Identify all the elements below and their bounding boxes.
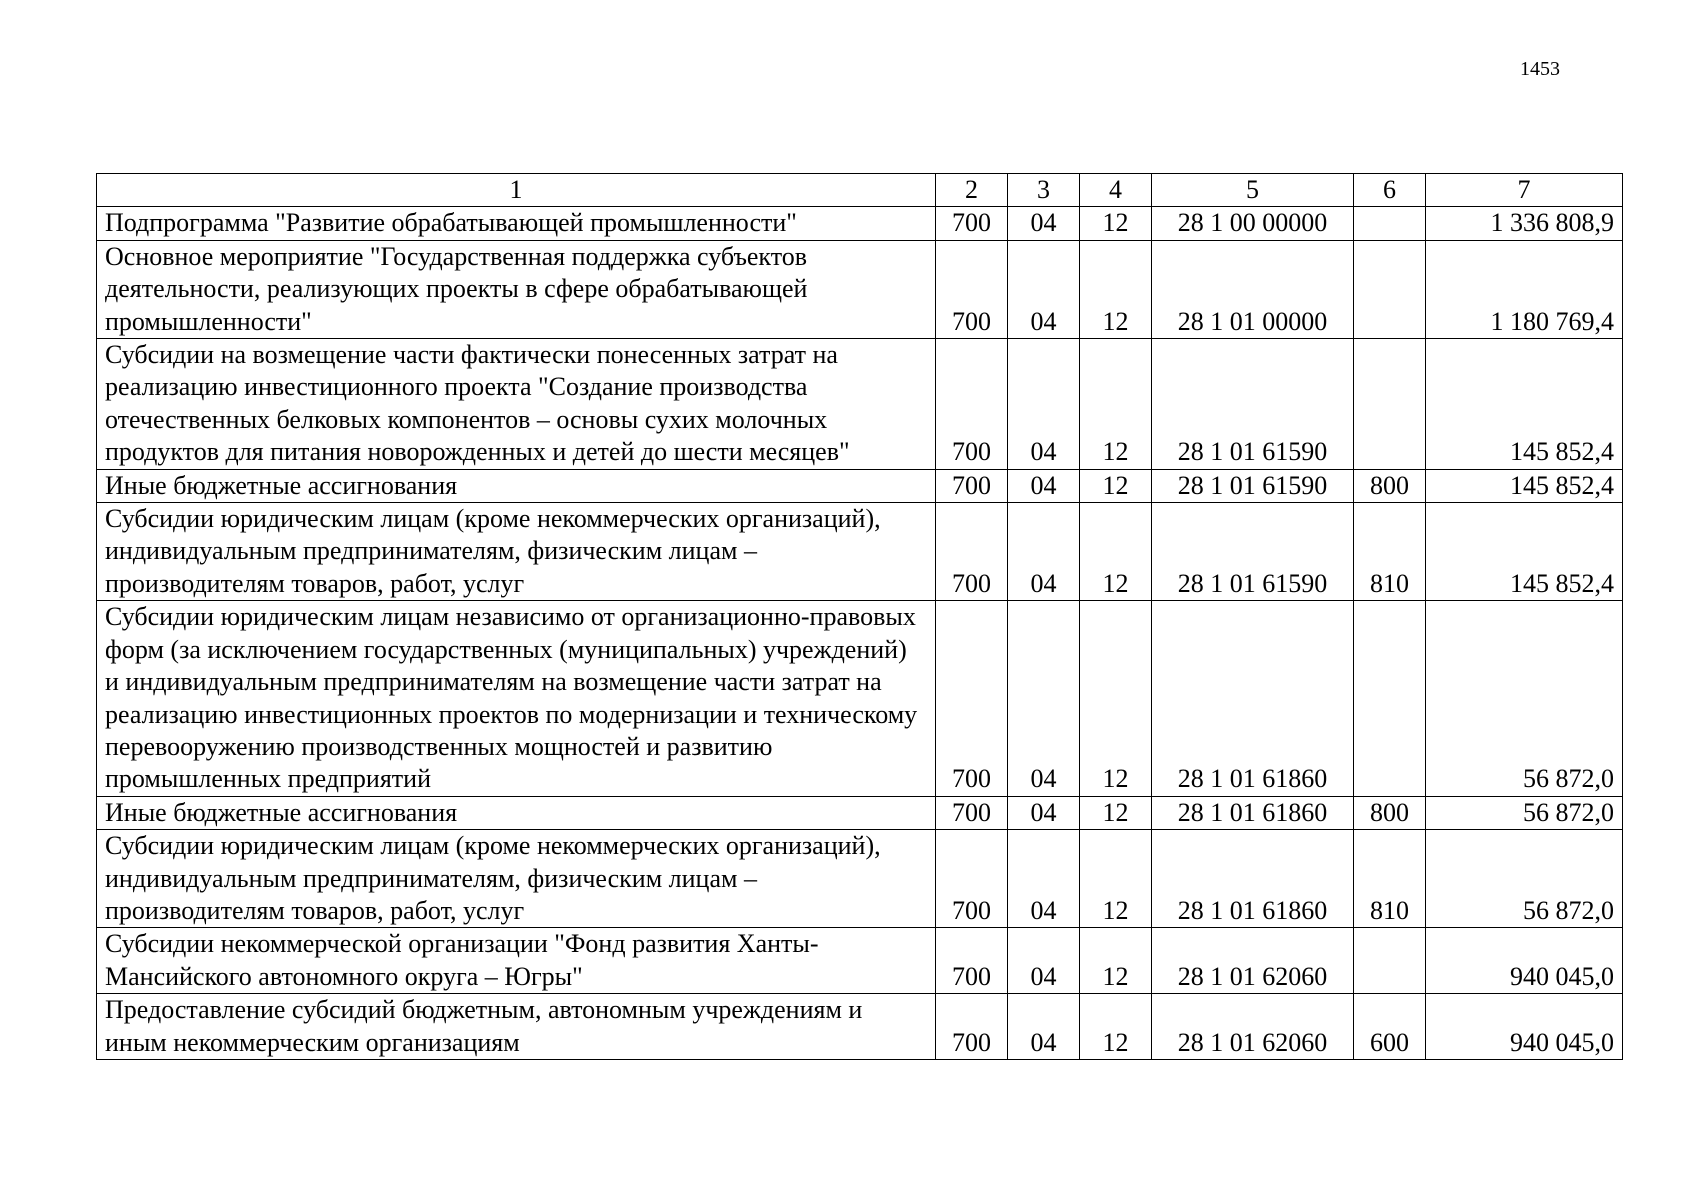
row-vr xyxy=(1354,928,1426,994)
header-col-4: 4 xyxy=(1080,174,1152,207)
row-name: Субсидии на возмещение части фактически понесенных затрат на реализацию инвестиционного проекта "Создание производства отечественных белковых компонентов – основы сухих молочных продуктов для питания новорожденных и детей до шести месяцев" xyxy=(97,339,936,470)
row-grbs: 700 xyxy=(936,994,1008,1060)
row-rz: 04 xyxy=(1008,994,1080,1060)
row-csr: 28 1 01 61860 xyxy=(1152,601,1354,796)
row-rz: 04 xyxy=(1008,339,1080,470)
header-col-6: 6 xyxy=(1354,174,1426,207)
table-row xyxy=(97,503,1623,601)
row-vr: 810 xyxy=(1354,830,1426,928)
row-grbs: 700 xyxy=(936,796,1008,829)
table-row xyxy=(97,601,1623,796)
row-name: Субсидии юридическим лицам (кроме некоммерческих организаций), индивидуальным предпринимателям, физическим лицам – производителям товаров, работ, услуг xyxy=(97,503,936,601)
header-col-3: 3 xyxy=(1008,174,1080,207)
table-row xyxy=(97,994,1623,1060)
header-col-1: 1 xyxy=(97,174,936,207)
row-rz: 04 xyxy=(1008,207,1080,240)
row-sum: 56 872,0 xyxy=(1426,796,1623,829)
row-name: Иные бюджетные ассигнования xyxy=(97,469,936,502)
header-col-5: 5 xyxy=(1152,174,1354,207)
row-csr: 28 1 01 62060 xyxy=(1152,928,1354,994)
row-sum: 940 045,0 xyxy=(1426,994,1623,1060)
row-grbs: 700 xyxy=(936,830,1008,928)
row-rz: 04 xyxy=(1008,503,1080,601)
row-name: Субсидии юридическим лицам (кроме некоммерческих организаций), индивидуальным предпринимателям, физическим лицам – производителям товаров, работ, услуг xyxy=(97,830,936,928)
row-name: Иные бюджетные ассигнования xyxy=(97,796,936,829)
table-row xyxy=(97,830,1623,928)
budget-table xyxy=(96,173,1623,1060)
row-name: Субсидии некоммерческой организации "Фонд развития Ханты-Мансийского автономного округа – Югры" xyxy=(97,928,936,994)
row-sum: 145 852,4 xyxy=(1426,469,1623,502)
header-col-7: 7 xyxy=(1426,174,1623,207)
row-sum: 145 852,4 xyxy=(1426,339,1623,470)
row-csr: 28 1 01 61590 xyxy=(1152,339,1354,470)
row-vr xyxy=(1354,240,1426,338)
row-csr: 28 1 01 00000 xyxy=(1152,240,1354,338)
row-sum: 56 872,0 xyxy=(1426,830,1623,928)
row-grbs: 700 xyxy=(936,503,1008,601)
row-csr: 28 1 01 61860 xyxy=(1152,796,1354,829)
row-rz: 04 xyxy=(1008,796,1080,829)
row-pr: 12 xyxy=(1080,994,1152,1060)
row-pr: 12 xyxy=(1080,207,1152,240)
row-vr xyxy=(1354,339,1426,470)
row-grbs: 700 xyxy=(936,928,1008,994)
row-vr xyxy=(1354,207,1426,240)
row-rz: 04 xyxy=(1008,240,1080,338)
row-pr: 12 xyxy=(1080,928,1152,994)
header-row xyxy=(97,174,1623,207)
table-row xyxy=(97,796,1623,829)
row-grbs: 700 xyxy=(936,469,1008,502)
row-grbs: 700 xyxy=(936,339,1008,470)
row-vr: 800 xyxy=(1354,796,1426,829)
row-sum: 56 872,0 xyxy=(1426,601,1623,796)
row-pr: 12 xyxy=(1080,469,1152,502)
row-name: Основное мероприятие "Государственная поддержка субъектов деятельности, реализующих проекты в сфере обрабатывающей промышленности" xyxy=(97,240,936,338)
row-sum: 145 852,4 xyxy=(1426,503,1623,601)
row-name: Субсидии юридическим лицам независимо от организационно-правовых форм (за исключением государственных (муниципальных) учреждений) и индивидуальным предпринимателям на возмещение части затрат на реализацию инвестиционных проектов по модернизации и техническому перевооружению производственных мощностей и развитию промышленных предприятий xyxy=(97,601,936,796)
table-row xyxy=(97,469,1623,502)
row-rz: 04 xyxy=(1008,830,1080,928)
table-row xyxy=(97,207,1623,240)
row-vr: 600 xyxy=(1354,994,1426,1060)
row-csr: 28 1 01 61860 xyxy=(1152,830,1354,928)
row-rz: 04 xyxy=(1008,469,1080,502)
row-csr: 28 1 01 61590 xyxy=(1152,469,1354,502)
row-name: Предоставление субсидий бюджетным, автономным учреждениям и иным некоммерческим организациям xyxy=(97,994,936,1060)
row-csr: 28 1 01 61590 xyxy=(1152,503,1354,601)
row-rz: 04 xyxy=(1008,928,1080,994)
row-pr: 12 xyxy=(1080,339,1152,470)
row-pr: 12 xyxy=(1080,601,1152,796)
row-rz: 04 xyxy=(1008,601,1080,796)
row-vr: 810 xyxy=(1354,503,1426,601)
row-pr: 12 xyxy=(1080,503,1152,601)
table-row xyxy=(97,240,1623,338)
header-col-2: 2 xyxy=(936,174,1008,207)
row-grbs: 700 xyxy=(936,601,1008,796)
row-vr xyxy=(1354,601,1426,796)
row-sum: 1 336 808,9 xyxy=(1426,207,1623,240)
row-grbs: 700 xyxy=(936,240,1008,338)
table-row xyxy=(97,339,1623,470)
row-sum: 1 180 769,4 xyxy=(1426,240,1623,338)
row-pr: 12 xyxy=(1080,796,1152,829)
row-pr: 12 xyxy=(1080,240,1152,338)
row-pr: 12 xyxy=(1080,830,1152,928)
page-number: 1453 xyxy=(1520,58,1560,80)
row-name: Подпрограмма "Развитие обрабатывающей промышленности" xyxy=(97,207,936,240)
table-row xyxy=(97,928,1623,994)
row-grbs: 700 xyxy=(936,207,1008,240)
row-csr: 28 1 01 62060 xyxy=(1152,994,1354,1060)
row-sum: 940 045,0 xyxy=(1426,928,1623,994)
row-csr: 28 1 00 00000 xyxy=(1152,207,1354,240)
row-vr: 800 xyxy=(1354,469,1426,502)
